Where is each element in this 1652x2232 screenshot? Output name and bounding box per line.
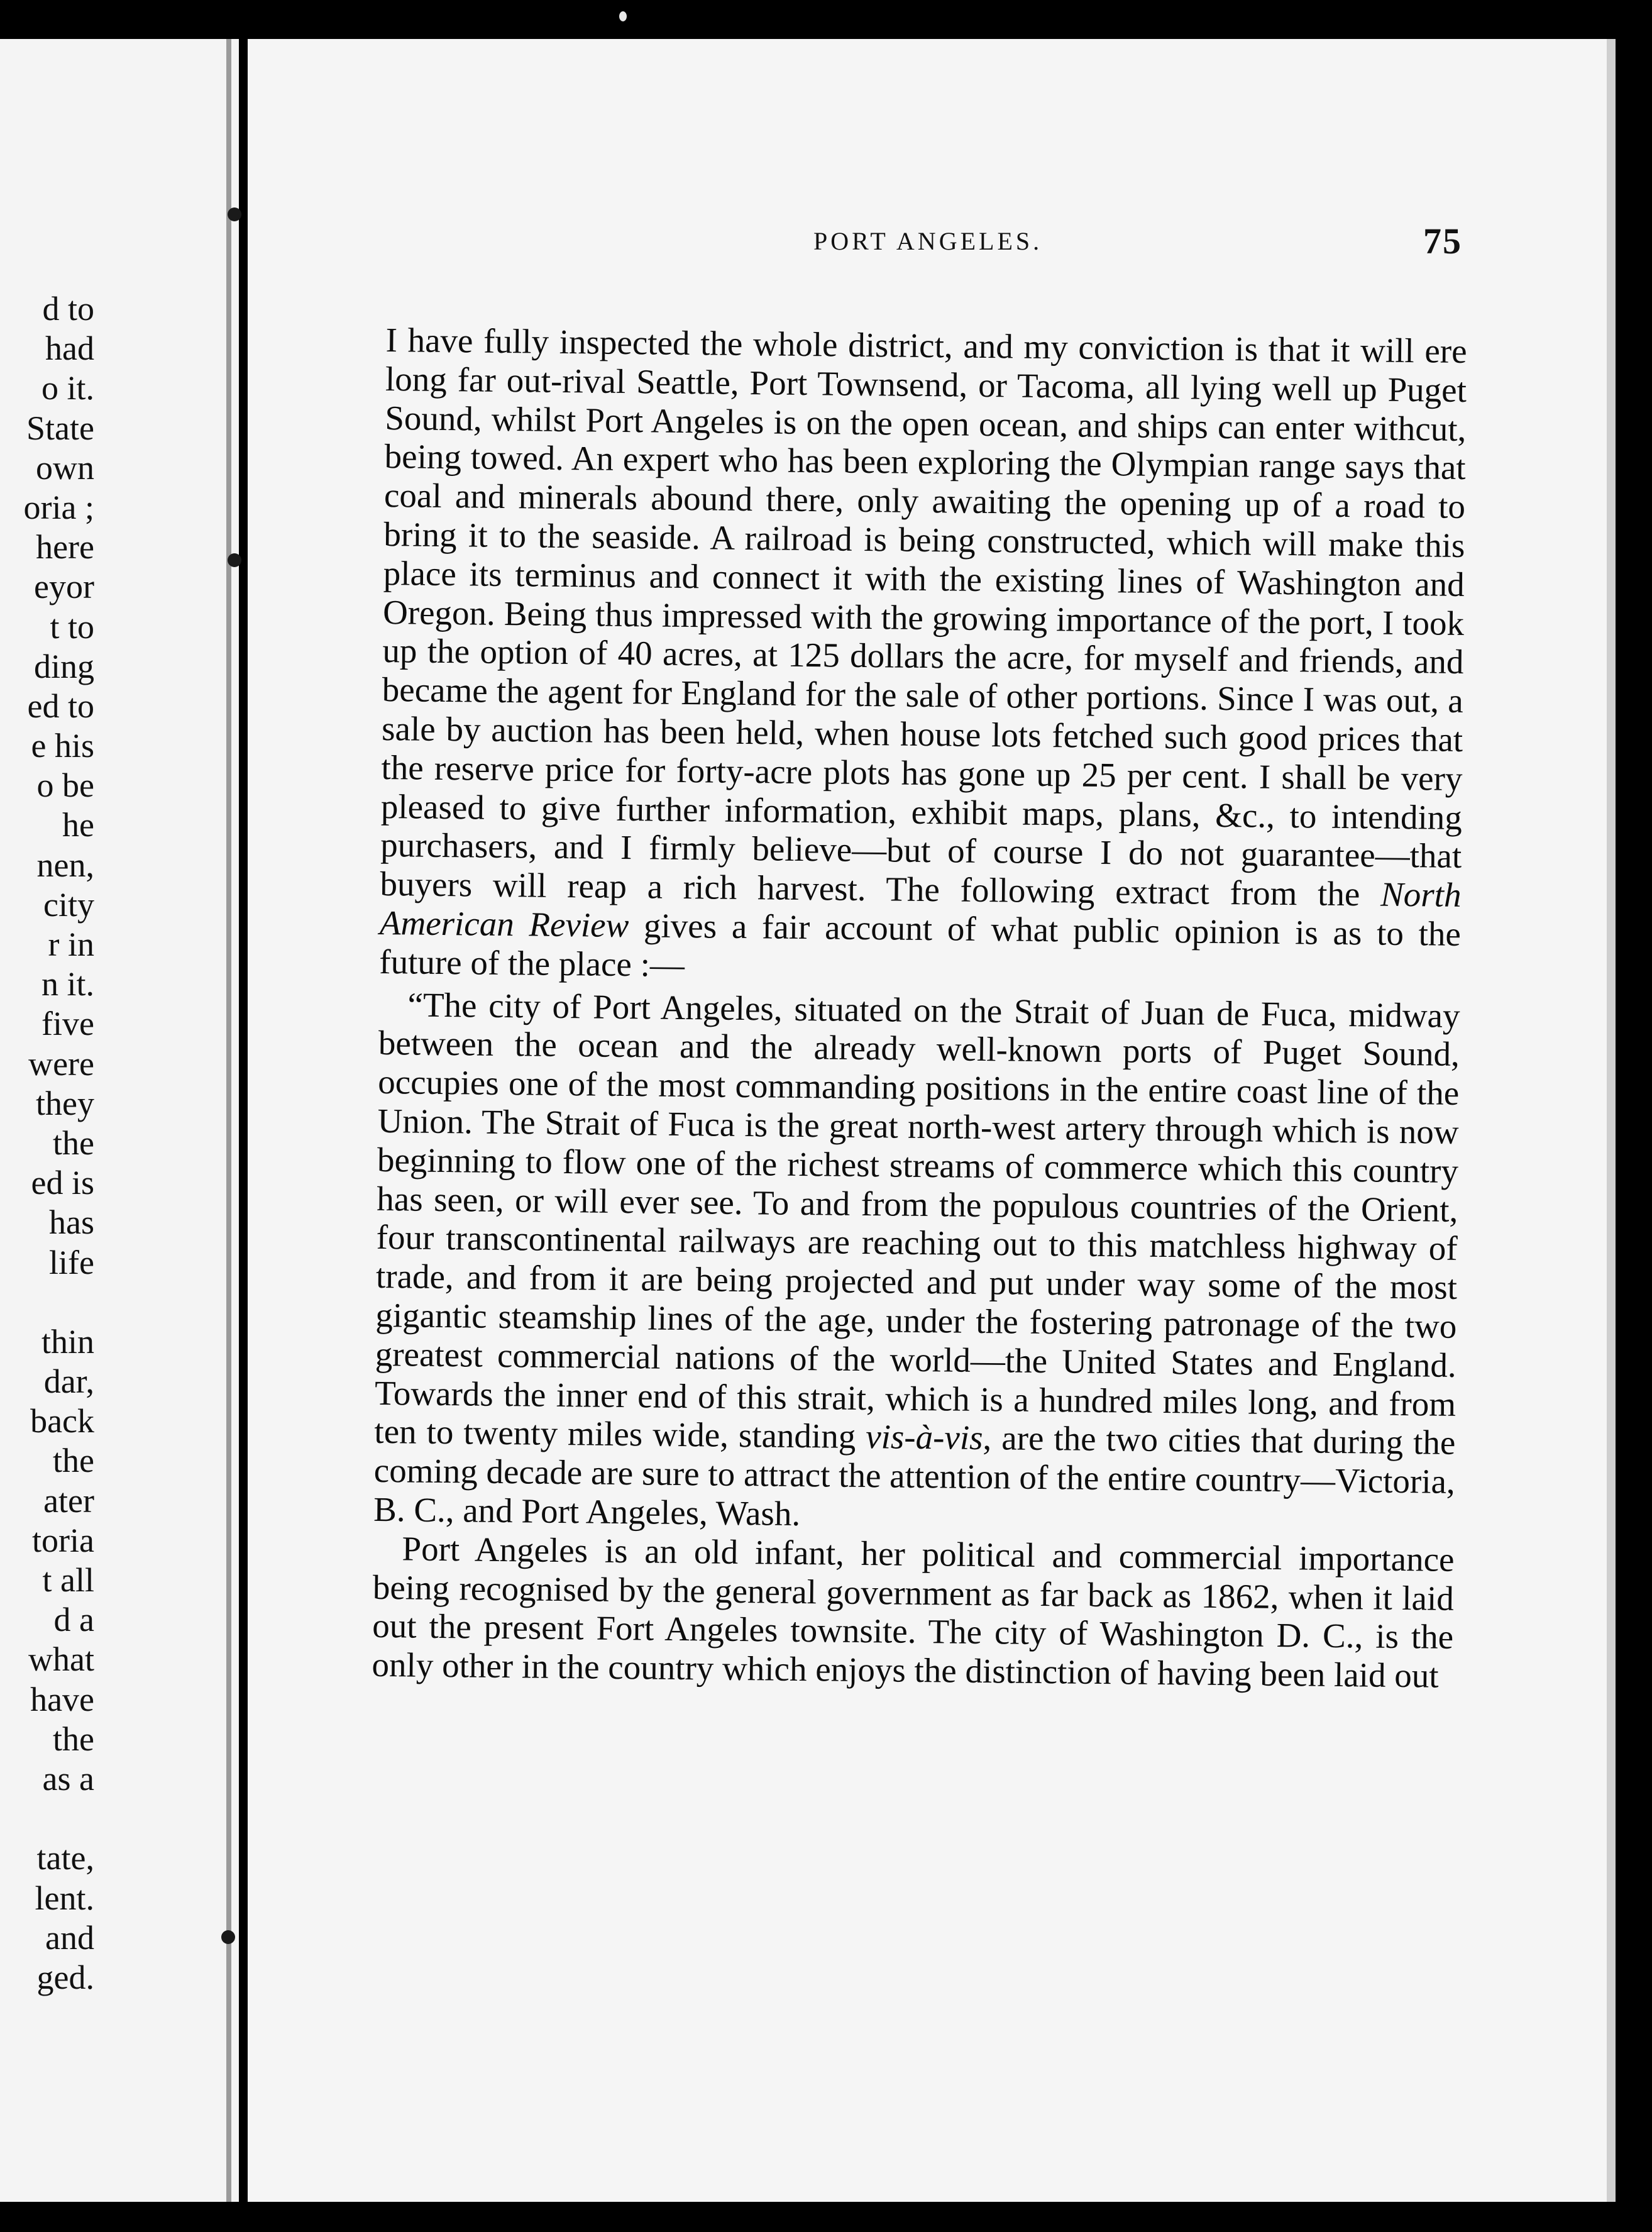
text-fragment: and [45, 1918, 94, 1957]
text-fragment: as a [42, 1759, 94, 1798]
text-fragment: five [41, 1005, 94, 1043]
text-fragment: what [28, 1640, 94, 1679]
current-page [248, 39, 1616, 2202]
text-fragment: o it. [41, 369, 94, 407]
text-fragment: n it. [41, 965, 94, 1003]
paragraph-text: I have fully inspected the whole district, and my conviction is that it will ere long far out-rival Seattle, Port Townsend, or Tacoma, all lying well up Puget Sound, whilst Port Angeles is on the open ocean, and ships can enter withcut, being towed. An expert who has been exploring the Olympian range says that coal and minerals abound there, only awaiting the opening up of a road to bring it to the seaside. A railroad is being constructed, which will make this place its terminus and connect it with the existing lines of Washington and Oregon. Being thus impressed with the growing importance of the port, I took up the option of 40 acres, at 125 dollars the acre, for myself and friends, and became the agent for England for the sale of other portions. Since I was out, a sale by auction has been held, when house lots fetched such good prices that the reserve price for forty-acre plots has gone up 25 per cent. I shall be very pleased to give further information, exhibit maps, plans, &c., to intending purchasers, and I firmly believe—but of course I do not guarantee—that buyers will reap a rich harvest. The following extract from the [380, 321, 1467, 914]
text-fragment: ed to [27, 687, 94, 725]
text-fragment: dar, [43, 1362, 94, 1401]
text-fragment: ed is [31, 1164, 94, 1202]
text-fragment: the [53, 1720, 94, 1758]
text-fragment: lent. [35, 1879, 94, 1917]
binding-mark [221, 1930, 235, 1944]
top-dot [619, 11, 627, 21]
text-fragment: thin [41, 1322, 94, 1361]
page-shadow [1607, 39, 1616, 2202]
text-fragment: were [28, 1044, 94, 1083]
text-fragment: r in [48, 925, 94, 963]
page-edge [226, 39, 231, 2202]
text-fragment: e his [31, 727, 94, 765]
previous-page [0, 39, 239, 2202]
previous-page-text [0, 289, 94, 1997]
quoted-paragraph [373, 985, 1460, 1540]
text-fragment: had [45, 329, 94, 368]
text-fragment: t all [42, 1561, 94, 1599]
paragraph-text: “The city of Port Angeles, situated on the Strait of Juan de Fuca, midway between the ocean and the already well-known ports of Puget Sound, occupies one of the most commanding positions in the entire coast line of the Union. The Strait of Fuca is the great north-west artery through which is now beginning to flow one of the richest streams of commerce which this country has seen, or will ever see. To and from the populous countries of the Orient, four transcontinental railways are reaching out to this matchless highway of trade, and from it are being projected and put under way some of the most gigantic steamship lines of the age, under the fostering patronage of the two greatest commercial nations of the world—the United States and England. Towards the inner end of this strait, which is a hundred miles long, and from ten to twenty miles wide, standing [374, 985, 1460, 1456]
page-number: 75 [1423, 221, 1462, 262]
paragraph: Port Angeles is an old infant, her political and commercial importance being recognised by the general government as far back as 1862, when it laid out the present Fort Angeles townsite. The city of Washington D. C., is the only other in the country which enjoys the distinction of having been laid out [372, 1529, 1455, 1695]
text-fragment: nen, [36, 846, 94, 884]
page-title: PORT ANGELES. [813, 227, 1043, 255]
text-fragment: they [36, 1084, 94, 1122]
text-fragment: d a [53, 1601, 94, 1639]
text-fragment: tate, [36, 1839, 94, 1877]
text-fragment: have [30, 1680, 94, 1718]
text-fragment: back [30, 1402, 94, 1440]
binding-mark [228, 207, 241, 221]
text-fragment: the [53, 1442, 94, 1480]
text-fragment: the [53, 1124, 94, 1162]
paragraph [379, 321, 1467, 993]
binding-gutter [239, 39, 248, 2202]
text-fragment: he [62, 806, 94, 844]
text-fragment: toria [32, 1521, 94, 1559]
body-text [372, 321, 1467, 1696]
italic-phrase: vis-à-vis [865, 1417, 983, 1457]
text-fragment: o be [36, 766, 94, 805]
text-fragment: ater [43, 1481, 94, 1520]
text-fragment: d to [42, 290, 94, 328]
paragraph-gap [0, 1283, 94, 1322]
binding-mark [228, 553, 241, 567]
text-fragment: here [36, 528, 94, 566]
text-fragment: has [49, 1203, 94, 1242]
paragraph-text: , are the two cities that during the coming decade are sure to attract the attention of the entire country—Victoria, B. C., and Port Angeles, Wash. [373, 1418, 1456, 1533]
text-fragment: eyor [34, 568, 94, 606]
text-fragment: State [26, 409, 94, 447]
publication-title: North American Review [379, 875, 1462, 945]
text-fragment: ding [33, 647, 94, 685]
paragraph-text: gives a fair account of what public opinion is as to the future of the place :— [379, 906, 1462, 984]
text-fragment: life [49, 1243, 94, 1281]
text-fragment: oria ; [23, 488, 94, 526]
text-fragment: city [43, 885, 94, 924]
text-fragment: own [36, 448, 94, 487]
text-fragment: ged. [36, 1958, 94, 1996]
paragraph-gap [0, 1799, 94, 1838]
text-fragment: t to [50, 607, 94, 646]
